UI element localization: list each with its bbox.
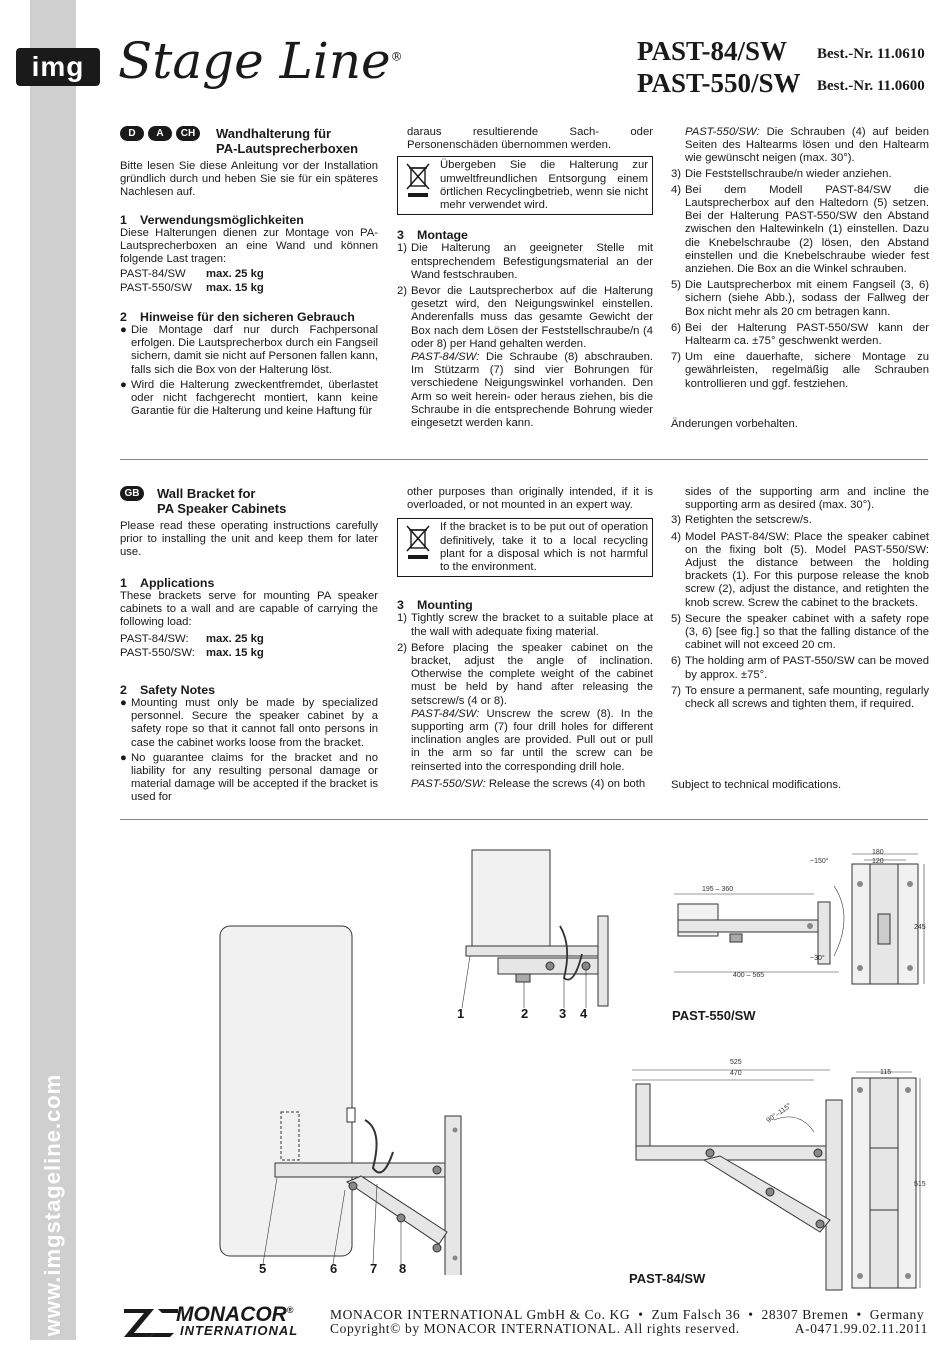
- de-s3-heading: [397, 229, 653, 242]
- gb-past84-note: [397, 708, 653, 774]
- de-bullet-text: Wird die Halterung zweckentfremdet, überlastet oder nicht fachgerecht montiert, kann keine Garantie für die Halterung und keine Haftung für: [131, 378, 378, 418]
- figure-label-past84: PAST-84/SW: [629, 1271, 706, 1286]
- de-s2-title: Hinweise für den sicheren Gebrauch: [140, 309, 355, 324]
- de-step: [671, 279, 929, 319]
- step-text: To ensure a permanent, safe mounting, regularly check all screws and tighten them, if required.: [685, 684, 929, 711]
- footer-doc-number: A-0471.99.02.11.2011: [794, 1321, 928, 1336]
- step-num: 2): [397, 641, 408, 654]
- past84-side-drawing: [215, 920, 475, 1275]
- gb-past84-label: PAST-84/SW:: [411, 707, 480, 720]
- past84-dimension-drawing: [624, 1060, 924, 1295]
- de-changes: Änderungen vorbehalten.: [671, 418, 798, 430]
- gb-past84-text: Unscrew the screw (8). In the supporting arm (7) four drill holes for different inclination angles are provided. Pull out or pull in the arm so far until the screw can be reinserted into the corresponding drill hole.: [411, 707, 653, 773]
- gb-step: [671, 531, 929, 610]
- dim-label: 195 – 360: [702, 886, 734, 893]
- model-2-order-no: Best.-Nr. 11.0600: [817, 78, 925, 94]
- brand-logo: [118, 32, 403, 90]
- dim-label: ~150°: [810, 858, 829, 865]
- gb-intro: Please read these operating instructions carefully prior to installing the unit and keep them for later use.: [120, 520, 378, 559]
- de-step: [671, 184, 929, 276]
- step-num: 1): [397, 612, 408, 625]
- de-s2-heading: [120, 311, 378, 324]
- brand-reg: ®: [390, 49, 403, 64]
- de-bullet: [120, 324, 378, 377]
- gb-recycle-text: If the bracket is to be put out of operation definitively, take it to a local recycling plant for a disposal which is not harmful to the environment.: [440, 521, 648, 574]
- gb-past550-text: Release the screws (4) on both: [488, 777, 646, 790]
- section-divider: [120, 459, 928, 460]
- gb-s2-heading: [120, 684, 378, 697]
- de-past550-label: PAST-550/SW:: [685, 126, 760, 138]
- gb-title-line2: PA Speaker Cabinets: [157, 501, 287, 516]
- de-step: [671, 322, 929, 348]
- badge-gb: GB: [120, 486, 144, 501]
- de-step: [397, 242, 653, 282]
- de-column-1: [120, 126, 378, 418]
- gb-step: [397, 612, 653, 638]
- model-2-name: PAST-550/SW: [637, 68, 801, 98]
- monacor-reg: ®: [286, 1305, 294, 1315]
- dim-label: 115: [880, 1069, 892, 1076]
- gb-bullet-text: No guarantee claims for the bracket and no liability for any resulting personal damage or material damage will be accepted if the bracket is used for: [131, 751, 378, 804]
- de-past84-text: Die Schraube (8) abschrauben. Im Stützarm (7) sind vier Bohrungen für verschiedene Neigungswinkel vorhanden. Den Arm so weit herein- oder heraus ziehen, bis die Schraube in die entsprechende Bohrung wieder eingesetzt werden kann.: [411, 351, 653, 430]
- gb-bullet: [120, 752, 378, 805]
- gb-s1-heading: [120, 577, 378, 590]
- de-past84-note: [397, 351, 653, 430]
- de-load-model: PAST-550/SW: [120, 281, 192, 294]
- step-num: 2): [397, 285, 408, 298]
- step-text: Um eine dauerhafte, sichere Montage zu gewährleisten, regelmäßig alle Schrauben kontrollieren und ggf. festziehen.: [685, 351, 929, 390]
- badge-d: D: [120, 126, 144, 141]
- callout-8: 8: [399, 1261, 407, 1276]
- past550-dimension-drawing: [664, 846, 934, 991]
- step-text: Bevor die Lautsprecherbox auf die Halterung gesetzt wird, den Neigungswinkel einstellen. Anderenfalls muss das gesamte Gewicht der Box nach dem Lösen der Feststellschraube/n (4 oder 8) per Hand gehalten werden.: [411, 285, 653, 350]
- step-num: 4): [671, 530, 682, 543]
- gb-s3-num: 3: [397, 598, 404, 613]
- gb-step: [671, 655, 929, 681]
- figure-label-past550: PAST-550/SW: [672, 1008, 756, 1023]
- de-title-line1: Wandhalterung für: [216, 126, 332, 141]
- past550-side-drawing: [452, 846, 622, 1011]
- dim-label: 245: [914, 924, 926, 931]
- step-text: Tightly screw the bracket to a suitable place at the wall with adequate fixing material.: [411, 612, 653, 638]
- step-num: 7): [671, 351, 682, 364]
- step-num: 6): [671, 655, 682, 668]
- step-num: 5): [671, 279, 682, 292]
- de-load-value: max. 15 kg: [206, 281, 264, 294]
- de-s1-num: 1: [120, 212, 127, 227]
- monacor-sub: INTERNATIONAL: [180, 1323, 299, 1338]
- callout-2: 2: [521, 1006, 529, 1021]
- de-s3-num: 3: [397, 228, 404, 243]
- footer-address: MONACOR INTERNATIONAL GmbH & Co. KG • Zum Falsch 36 • 28307 Bremen • Germany: [330, 1307, 925, 1322]
- de-s2-num: 2: [120, 309, 127, 324]
- de-s3-title: Montage: [417, 228, 468, 243]
- de-step: [671, 168, 929, 181]
- de-bullet-text: Die Montage darf nur durch Fachpersonal erfolgen. Die Lautsprecherbox durch ein Fangseil sichern, damit sie nicht auf Personen fallen kann, falls sich die Box von der Halterung löst.: [131, 324, 378, 376]
- de-title-line2: PA-Lautsprecherboxen: [216, 141, 359, 156]
- gb-column-1: [120, 486, 378, 805]
- gb-bullet-text: Mounting must only be made by specialized personnel. Secure the speaker cabinet by a safety rope so that it cannot fall onto persons in case the cabinet works loose from the bracket.: [131, 697, 378, 749]
- step-text: Die Feststellschraube/n wieder anziehen.: [685, 167, 892, 180]
- dim-label: 470: [730, 1070, 742, 1077]
- gb-s2-num: 2: [120, 682, 127, 697]
- gb-s3-title: Mounting: [417, 598, 473, 613]
- gb-bullet: [120, 697, 378, 750]
- callout-3: 3: [559, 1006, 567, 1021]
- de-step: [397, 285, 653, 351]
- de-heading: [120, 126, 378, 156]
- callout-7: 7: [370, 1261, 378, 1276]
- sidebar-url: www.imgstageline.com: [40, 1073, 65, 1337]
- bullet-icon: ●: [120, 697, 127, 710]
- gb-title: [157, 486, 286, 516]
- dim-label: ~30°: [810, 955, 825, 962]
- bullet-icon: ●: [120, 378, 127, 391]
- dim-label: 400 – 565: [733, 972, 765, 979]
- de-recycle-text: Übergeben Sie die Halterung zur umweltfreundlichen Entsorgung einem örtlichen Recyclingbetrieb, wenn sie nicht mehr verwendet wird.: [440, 159, 648, 212]
- img-logo: img: [16, 48, 100, 86]
- gb-heading: [120, 486, 378, 516]
- de-intro: Bitte lesen Sie diese Anleitung vor der Installation gründlich durch und heben Sie sie für ein späteres Nachlesen auf.: [120, 160, 378, 199]
- gb-column-2: [397, 486, 653, 791]
- gb-past550-label: PAST-550/SW:: [411, 777, 486, 790]
- de-past550-text: Die Schrauben (4) auf beiden Seiten des Haltearms lösen und den Haltearm wie gewünscht neigen (max. 30°).: [685, 126, 929, 165]
- gb-s3-heading: [397, 599, 653, 612]
- step-text: Before placing the speaker cabinet on the bracket, adjust the angle of inclination. Otherwise the complete weight of the cabinet must be held by hand after releasing the setscrew/s (4 or 8).: [411, 641, 653, 707]
- step-num: 3): [671, 167, 682, 180]
- gb-load-value: max. 25 kg: [206, 633, 264, 646]
- de-load-model: PAST-84/SW: [120, 268, 186, 281]
- language-badges: [120, 126, 216, 141]
- step-text: Retighten the setscrew/s.: [685, 514, 812, 527]
- footer-copyright: Copyright© by MONACOR INTERNATIONAL. All rights reserved.: [330, 1321, 740, 1336]
- bullet-icon: ●: [120, 751, 127, 764]
- de-s1-heading: [120, 214, 378, 227]
- gb-past550-note: [397, 778, 653, 791]
- de-past84-label: PAST-84/SW:: [411, 351, 480, 364]
- step-text: Secure the speaker cabinet with a safety rope (3, 6) [see fig.] so that the falling distance of the cabinet will not exceed 20 cm.: [685, 612, 929, 652]
- gb-load-model: PAST-550/SW:: [120, 646, 195, 659]
- recycle-bin-icon: [402, 521, 434, 561]
- de-s1-title: Verwendungsmöglichkeiten: [140, 212, 304, 227]
- callout-4: 4: [580, 1006, 588, 1021]
- callout-6: 6: [330, 1261, 338, 1276]
- de-step: [671, 351, 929, 391]
- de-past550-note: [671, 126, 929, 166]
- dim-label: 515: [914, 1181, 926, 1188]
- gb-col3-top: sides of the supporting arm and incline the supporting arm as desired (max. 30°).: [685, 486, 929, 512]
- gb-step: [671, 613, 929, 653]
- badge-a: A: [148, 126, 172, 141]
- gb-column-3: [671, 486, 929, 711]
- gb-s2-title: Safety Notes: [140, 682, 216, 697]
- de-column-2: [397, 126, 653, 430]
- step-num: 5): [671, 612, 682, 625]
- gb-s1-num: 1: [120, 575, 127, 590]
- model-1-name: PAST-84/SW: [637, 36, 788, 66]
- gb-changes: Subject to technical modifications.: [671, 779, 842, 791]
- gb-load-value: max. 15 kg: [206, 646, 264, 659]
- model-1-order-no: Best.-Nr. 11.0610: [817, 46, 925, 62]
- callout-1: 1: [457, 1006, 465, 1021]
- section-divider: [120, 819, 928, 820]
- dim-label: 525: [730, 1059, 742, 1066]
- step-num: 1): [397, 242, 408, 255]
- language-badges: [120, 486, 157, 501]
- de-s1-text: Diese Halterungen dienen zur Montage von PA-Lautsprecherboxen an eine Wand und können folgende Last tragen:: [120, 226, 378, 266]
- step-num: 7): [671, 684, 682, 697]
- step-text: Model PAST-84/SW: Place the speaker cabinet on the fixing bolt (5). Model PAST-550/SW: Adjust the distance between the holding brackets (1). For this purpose release the knob screw (2), adjust the distance, and retighten the knob screw. Screw the cabinet to the brackets.: [685, 530, 929, 609]
- step-num: 6): [671, 321, 682, 334]
- gb-recycle-box: [397, 518, 653, 577]
- de-load-value: max. 25 kg: [206, 268, 264, 281]
- gb-s1-title: Applications: [140, 575, 215, 590]
- gb-load-model: PAST-84/SW:: [120, 633, 189, 646]
- monacor-z-icon: [124, 1305, 178, 1337]
- monacor-main: MONACOR: [176, 1303, 287, 1326]
- step-text: Bei der Halterung PAST-550/SW kann der Haltearm ca. ±75° geschwenkt werden.: [685, 321, 929, 348]
- de-column-3: [671, 126, 929, 391]
- gb-load-table: [120, 633, 378, 659]
- de-bullet: [120, 379, 378, 419]
- brand-name: Stage Line: [118, 32, 391, 90]
- gb-s1-text: These brackets serve for mounting PA speaker cabinets to a wall and are capable of carrying the following load:: [120, 589, 378, 629]
- dim-label: 120: [872, 858, 884, 865]
- gb-step: [397, 642, 653, 708]
- dim-label: 180: [872, 849, 884, 856]
- step-text: Bei dem Modell PAST-84/SW die Lautsprecherbox auf den Haltedorn (5) setzen. Bei der Halterung PAST-550/SW den Abstand zwischen den Haltewinkeln (1) einstellen. Dazu die Knebelschraube (2) lösen, den Abstand einstellen und die Knebelschraube wieder fest anziehen. Die Box an die Winkel schrauben.: [685, 183, 929, 276]
- gb-step: [671, 685, 929, 711]
- step-text: Die Lautsprecherbox mit einem Fangseil (3, 6) sichern (siehe Abb.), sodass der Fallweg der Box nicht mehr als 20 cm betragen kann.: [685, 279, 929, 318]
- bullet-icon: ●: [120, 324, 127, 337]
- recycle-bin-icon: [402, 159, 434, 199]
- gb-col2-top: other purposes than originally intended, if it is overloaded, or not mounted in an expert way.: [407, 486, 653, 512]
- step-text: The holding arm of PAST-550/SW can be moved by approx. ±75°.: [685, 655, 929, 681]
- step-num: 3): [671, 514, 682, 527]
- step-num: 4): [671, 183, 682, 196]
- badge-ch: CH: [176, 126, 200, 141]
- de-load-table: [120, 268, 378, 294]
- gb-step: [671, 514, 929, 527]
- de-recycle-box: [397, 156, 653, 215]
- gb-title-line1: Wall Bracket for: [157, 486, 256, 501]
- step-text: Die Halterung an geeigneter Stelle mit entsprechendem Befestigungsmaterial an der Wand festschrauben.: [411, 242, 653, 281]
- dim-label: 90°–115°: [765, 1102, 793, 1125]
- de-col2-top: daraus resultierende Sach- oder Personenschäden übernommen werden.: [407, 126, 653, 152]
- callout-5: 5: [259, 1261, 267, 1276]
- de-title: [216, 126, 358, 156]
